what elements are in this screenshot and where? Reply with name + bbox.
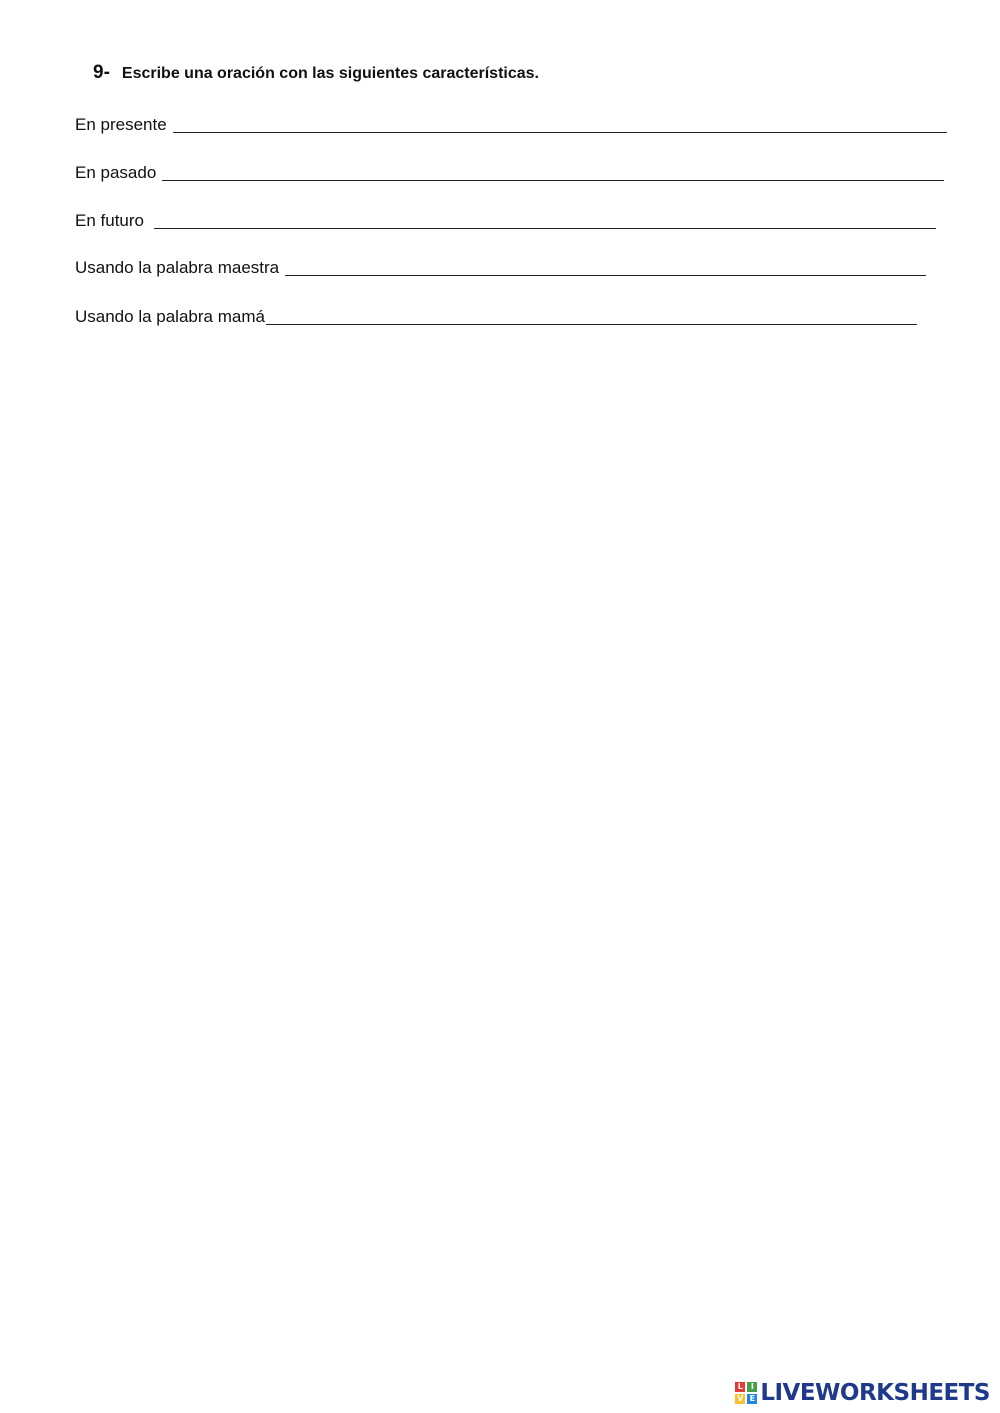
answer-row-present — [75, 114, 947, 135]
answer-label-present: En presente — [75, 115, 167, 134]
logo-mark-icon — [735, 1382, 757, 1404]
answer-label-future: En futuro — [75, 211, 144, 230]
question-header — [93, 62, 539, 84]
answer-label-mama: Usando la palabra mamá — [75, 307, 265, 326]
answer-line-maestra[interactable] — [285, 257, 926, 276]
logo-mark-letter: L — [735, 1382, 745, 1392]
answer-row-maestra — [75, 257, 926, 278]
answer-label-past: En pasado — [75, 163, 157, 182]
answer-label-maestra: Usando la palabra maestra — [75, 258, 280, 277]
answer-line-future[interactable] — [154, 210, 936, 229]
answer-line-mama[interactable] — [266, 306, 917, 325]
answer-row-future — [75, 210, 936, 231]
liveworksheets-logo — [735, 1378, 990, 1408]
logo-mark-letter: I — [747, 1382, 757, 1392]
answer-row-past — [75, 162, 944, 183]
logo-text: LIVEWORKSHEETS — [760, 1380, 990, 1406]
logo-mark-letter: E — [747, 1394, 757, 1404]
question-number: 9- — [93, 62, 110, 83]
answer-row-mama — [75, 306, 917, 327]
answer-line-present[interactable] — [173, 114, 947, 133]
answer-line-past[interactable] — [162, 162, 944, 181]
question-text: Escribe una oración con las siguientes características. — [121, 65, 539, 82]
logo-mark-letter: V — [737, 1394, 744, 1403]
